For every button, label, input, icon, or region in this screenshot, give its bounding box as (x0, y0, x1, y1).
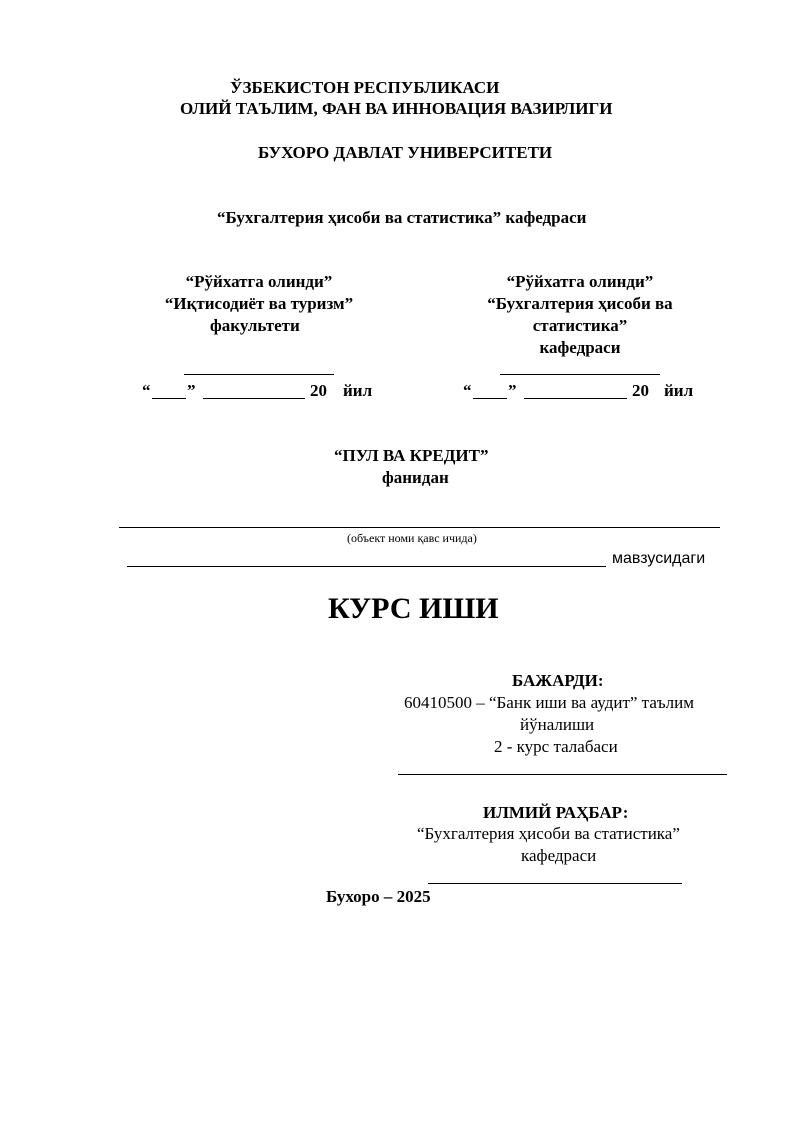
performer-signature-line (398, 774, 727, 775)
supervisor-signature-line (428, 883, 682, 884)
left-date-year: 20 (310, 381, 327, 400)
supervisor-department-word: кафедраси (521, 846, 597, 865)
city-year: Бухоро – 2025 (326, 887, 431, 906)
right-date-suffix: йил (664, 381, 694, 400)
right-date-day-blank (473, 398, 507, 399)
right-department-name-2: статистика” (532, 316, 628, 335)
left-date-open-quote: “ (142, 381, 151, 400)
right-department-word: кафедраси (539, 338, 621, 357)
performer-program: 60410500 – “Банк иши ва аудит” таълим (404, 693, 694, 712)
department-title: “Бухгалтерия ҳисоби ва статистика” кафедраси (217, 208, 587, 227)
left-date-suffix: йил (343, 381, 373, 400)
right-department-name-1: “Бухгалтерия ҳисоби ва (487, 294, 673, 313)
performer-direction: йўналиши (520, 715, 595, 734)
subject-name: “ПУЛ ВА КРЕДИТ” (334, 446, 489, 465)
right-date-year: 20 (632, 381, 649, 400)
right-signature-line (500, 374, 660, 375)
left-faculty-name: “Иқтисодиёт ва туризм” (164, 294, 354, 313)
left-signature-line (184, 374, 334, 375)
left-date-month-blank (203, 398, 305, 399)
topic-line-1 (119, 527, 720, 528)
left-faculty-word: факультети (210, 316, 300, 335)
topic-suffix: мавзусидаги (612, 550, 706, 567)
right-date-close-quote: ” (508, 381, 517, 400)
topic-hint: (объект номи қавс ичида) (347, 531, 477, 545)
right-registered-label: “Рўйхатга олинди” (506, 272, 654, 291)
republic-title: ЎЗБЕКИСТОН РЕСПУБЛИКАСИ (230, 78, 500, 97)
right-date-month-blank (524, 398, 627, 399)
subject-suffix: фанидан (382, 468, 449, 487)
topic-line-2 (127, 566, 606, 567)
right-date-open-quote: “ (463, 381, 472, 400)
left-date-close-quote: ” (187, 381, 196, 400)
left-date-day-blank (152, 398, 186, 399)
supervisor-heading: ИЛМИЙ РАҲБАР: (483, 803, 629, 822)
ministry-title: ОЛИЙ ТАЪЛИМ, ФАН ВА ИННОВАЦИЯ ВАЗИРЛИГИ (180, 99, 613, 118)
performer-heading: БАЖАРДИ: (512, 671, 604, 690)
supervisor-department-name: “Бухгалтерия ҳисоби ва статистика” (417, 824, 680, 843)
performer-course: 2 - курс талабаси (494, 737, 618, 756)
university-title: БУХОРО ДАВЛАТ УНИВЕРСИТЕТИ (258, 143, 553, 162)
left-registered-label: “Рўйхатга олинди” (185, 272, 333, 291)
work-type-title: КУРС ИШИ (328, 592, 499, 625)
